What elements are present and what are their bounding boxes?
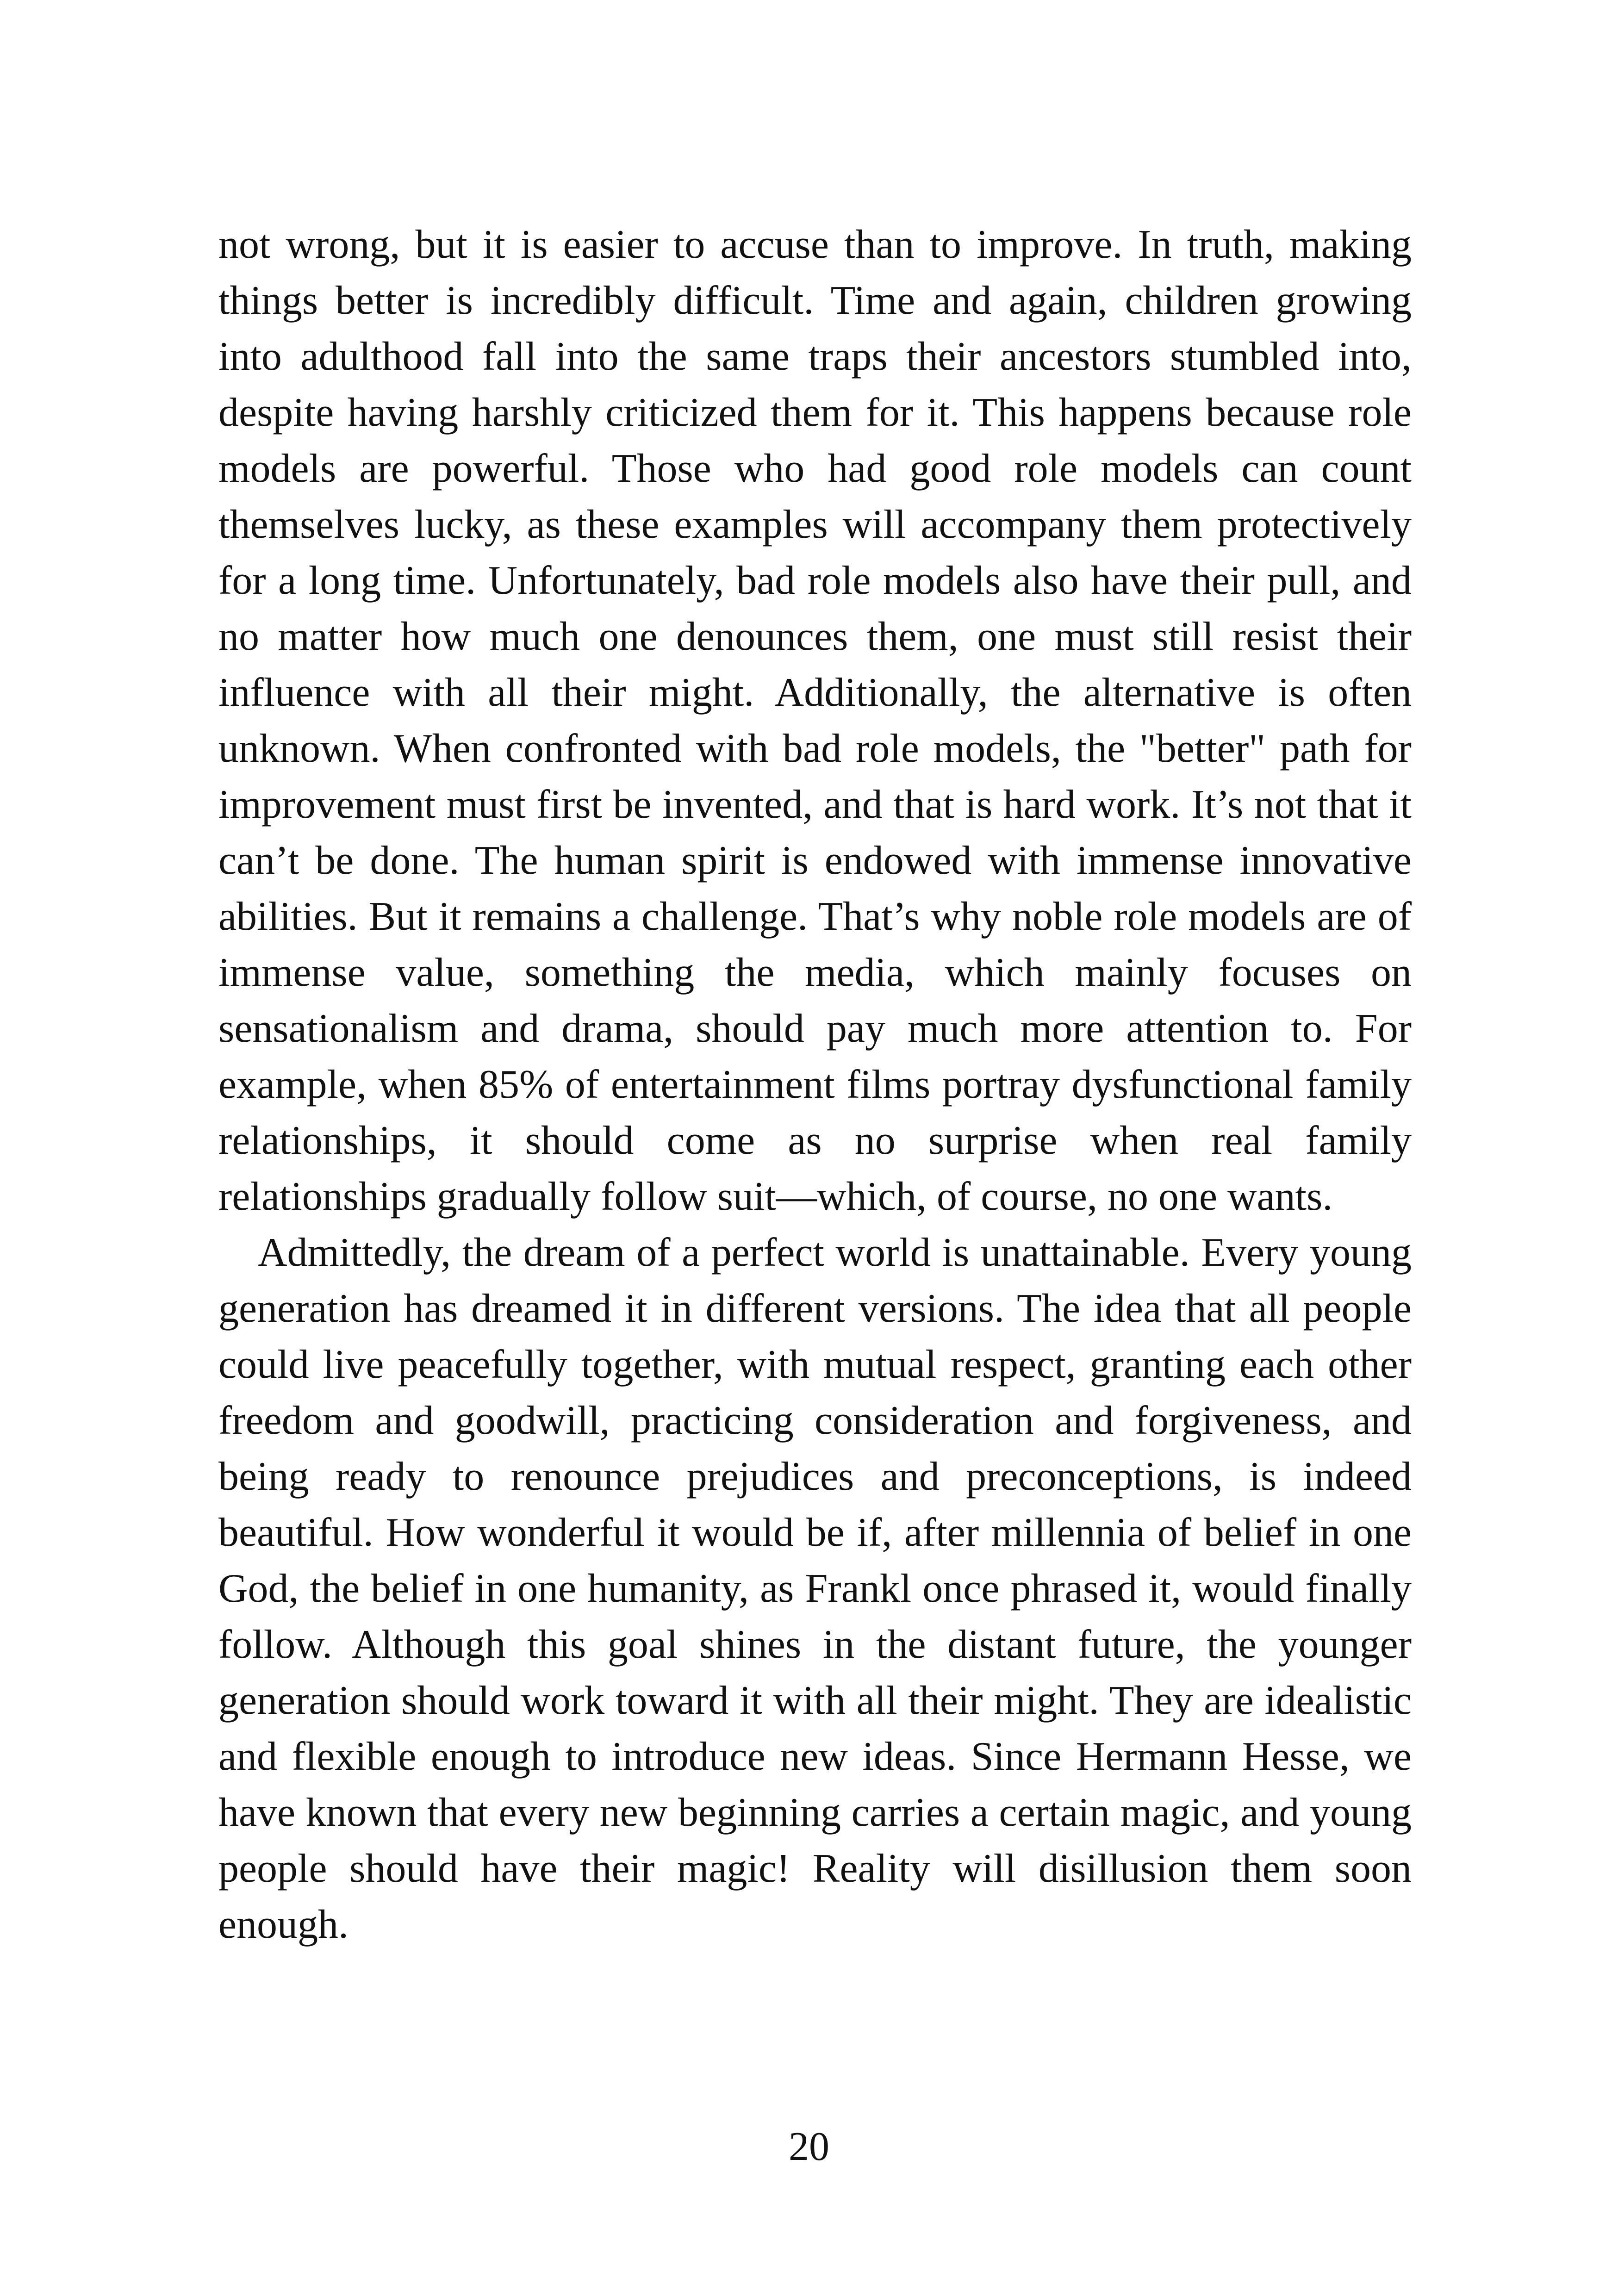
paragraph-continued: not wrong, but it is easier to accuse than to improve. In truth, making things better is incredibly difficult. Time and again, children growing into adulthood fall into the same traps their ancestors stumbled into, despite having harshly criticized them for it. This happens because role models are powerful. Those who had good role models can count themselves lucky, as these examples will accompany them protectively for a long time. Unfortunately, bad role models also have their pull, and no matter how much one denounces them, one must still resist their influence with all their might. Additionally, the alternative is often unknown. When confronted with bad role models, the "better" path for improvement must first be invented, and that is hard work. It’s not that it can’t be done. The human spirit is endowed with immense innovative abilities. But it remains a challenge. That’s why noble role models are of immense value, something the media, which mainly focuses on sensationalism and drama, should pay much more attention to. For example, when 85% of entertainment films portray dysfunctional family relationships, it should come as no surprise when real family relationships gradually follow suit—which, of course, no one wants. — [218, 222, 1412, 1219]
paragraph-perfect-world: Admittedly, the dream of a perfect world is unattainable. Every young generation has dreamed it in different versions. The idea that all people could live peacefully together, with mutual respect, granting each other freedom and goodwill, practicing consideration and forgiveness, and being ready to renounce prejudices and preconceptions, is indeed beautiful. How wonderful it would be if, after millennia of belief in one God, the belief in one humanity, as Frankl once phrased it, would finally follow. Although this goal shines in the distant future, the younger generation should work toward it with all their might. They are idealistic and flexible enough to introduce new ideas. Since Hermann Hesse, we have known that every new beginning carries a certain magic, and young people should have their magic! Reality will disillusion them soon enough. — [218, 1230, 1412, 1947]
page-number: 20 — [789, 2124, 829, 2169]
body-text — [218, 217, 1412, 1953]
